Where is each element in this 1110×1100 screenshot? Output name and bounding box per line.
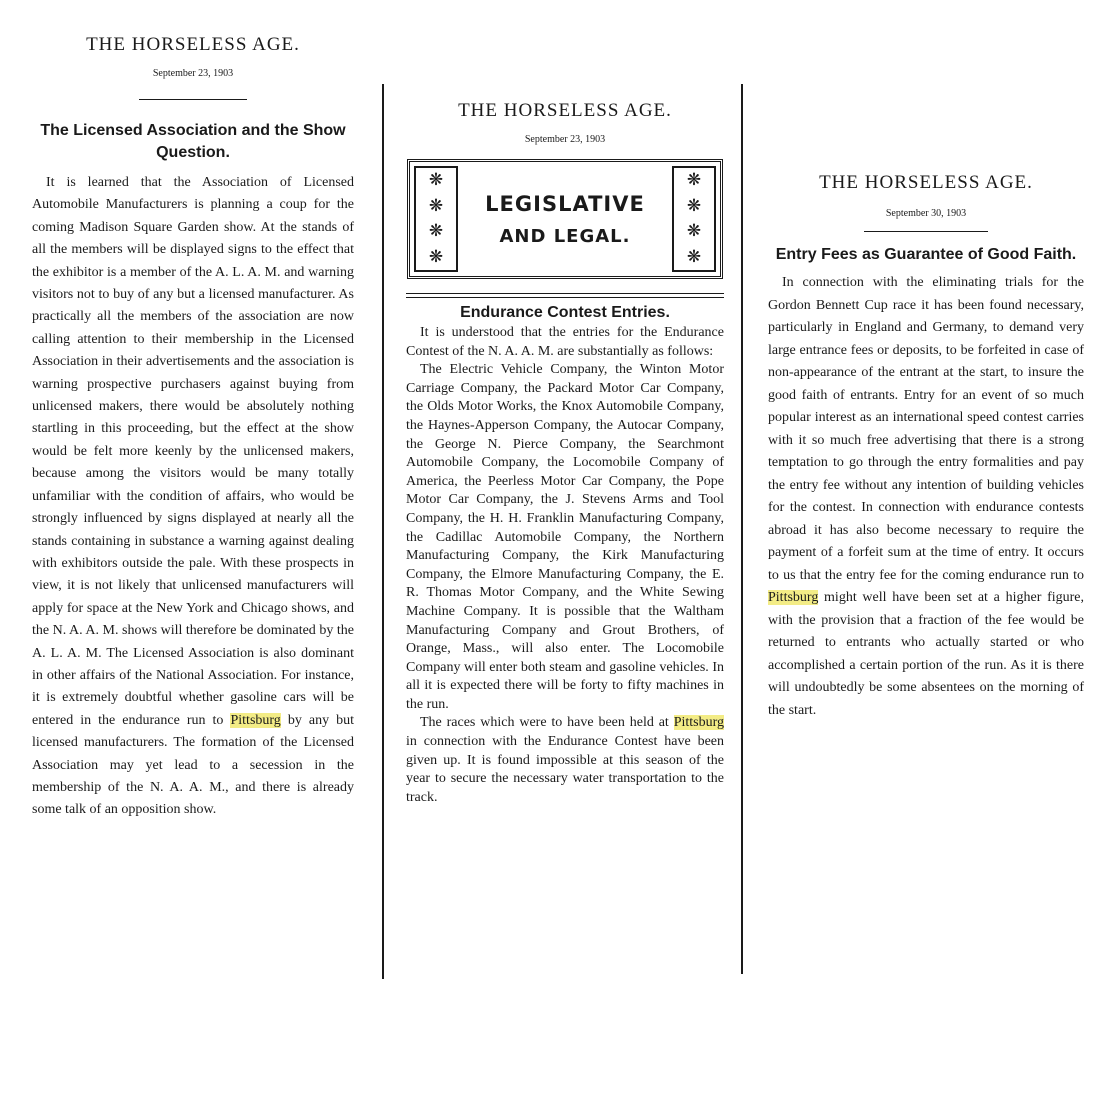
article-body (32, 172, 354, 822)
body-text: might well have been set at a higher figure, with the provision that a fraction of the fee would be returned to entrants who actually started or who accomplished a certain portion of the run. As it is there will undoubtedly be some absentees on the morning of the start. (768, 590, 1085, 718)
body-text: The races which were to have been held at (420, 715, 669, 731)
masthead: THE HORSELESS AGE. (458, 100, 672, 121)
ornament-icon: ❋ (428, 221, 444, 242)
section-title (485, 192, 645, 247)
article-headline: The Licensed Association and the Show Question. (40, 122, 346, 161)
article-column-1 (32, 34, 354, 822)
ornament-icon: ❋ (428, 170, 444, 191)
column-divider-left (382, 84, 384, 979)
divider-rule (864, 231, 988, 232)
masthead: THE HORSELESS AGE. (819, 172, 1033, 193)
article-body (768, 272, 1084, 722)
body-text: in connection with the Endurance Contest have been given up. It is found impossible at this season of the year to secure the necessary water transportation to the track. (406, 734, 724, 805)
divider-rule (406, 293, 724, 298)
section-title-line: AND LEGAL. (499, 225, 631, 247)
section-title-line: LEGISLATIVE (485, 191, 645, 216)
ornament-icon: ❋ (686, 221, 702, 242)
issue-date: September 30, 1903 (885, 208, 967, 219)
article-headline: Endurance Contest Entries. (460, 304, 670, 321)
ornament-icon: ❋ (686, 246, 702, 267)
issue-date: September 23, 1903 (524, 134, 606, 145)
ornament-left (414, 166, 458, 272)
section-banner (407, 159, 723, 279)
paragraph: The Electric Vehicle Company, the Winton Motor Carriage Company, the Packard Motor Car Company, the Olds Motor Works, the Knox Automobile Company, the Haynes-Apperson Company, the Autocar Company, the George N. Pierce Company, the Searchmont Automobile Company, the Locomobile Company of America, the Peerless Motor Car Company, the Pope Motor Car Company, the J. Stevens Arms and Tool Company, the H. H. Franklin Manufacturing Company, the Cadillac Automobile Company, the Northern Manufacturing Company, the Kirk Manufacturing Company, the Elmore Manufacturing Company, the E. R. Thomas Motor Company, and the White Sewing Machine Company. It is possible that the Waltham Manufacturing Company and Grout Brothers, of Orange, Mass., will also enter. The Locomobile Company will enter both steam and gasoline vehicles. In all it is expected there will be forty to fifty machines in the run. (406, 362, 724, 712)
article-column-2 (406, 100, 724, 807)
body-text: It is learned that the Association of Licensed Automobile Manufacturers is planning a coup for the coming Madison Square Garden show. At the stands of all the members will be displayed signs to the effect that the exhibitor is a member of the A. L. A. M. and warning visitors not to buy of any but a licensed manufacturer. As practically all the members of the association are now calling attention to their membership in the Licensed Association in their advertisements and the association is warning prospective purchasers against buying from unlicensed makers, there would be absolutely nothing startling in this proceeding, but the effect at the show would be felt more keenly by the unlicensed makers, because among the visitors would be many totally unfamiliar with the condition of affairs, who would be strongly influenced by signs displayed at nearly all the stands containing in substance a warning against dealing with exhibitors outside the pale. With these prospects in view, it is not likely that unlicensed manufacturers will apply for space at the New York and Chicago shows, and the N. A. A. M. shows will therefore be dominated by the A. L. A. M. The Licensed Association is also dominant in other affairs of the National Association. For instance, it is extremely doubtful whether gasoline cars will be entered in the endurance run to (32, 175, 354, 728)
article-body (406, 324, 724, 807)
article-column-3 (768, 172, 1084, 722)
body-text: by any but licensed manufacturers. The formation of the Licensed Association may yet lead to a secession in the membership of the N. A. A. M., and there is already some talk of an opposition show. (32, 712, 355, 818)
ornament-icon: ❋ (428, 246, 444, 267)
column-divider-right (741, 84, 743, 974)
highlighted-term: Pittsburg (673, 715, 725, 731)
highlighted-term: Pittsburg (768, 590, 819, 605)
ornament-right (672, 166, 716, 272)
body-text: In connection with the eliminating trials for the Gordon Bennett Cup race it has been found necessary, particularly in England and Germany, to demand very large entrance fees or deposits, to be forfeited in case of non-appearance of the entrant at the start, to insure the good faith of entrants. Entry for an event of so much popular interest as an international speed contest carries with it so much free advertising that there is a strong temptation to go through the entry formalities and pay the entry fee without any intention of building vehicles for the contest. In connection with endurance contests abroad it has also become necessary to require the payment of a forfeit sum at the time of entry. It occurs to us that the entry fee for the coming endurance run to (768, 275, 1084, 583)
paragraph: It is understood that the entries for the Endurance Contest of the N. A. A. M. are substantially as follows: (406, 325, 724, 359)
highlighted-term: Pittsburg (230, 712, 281, 728)
ornament-icon: ❋ (428, 195, 444, 216)
ornament-icon: ❋ (686, 195, 702, 216)
ornament-icon: ❋ (686, 170, 702, 191)
issue-date: September 23, 1903 (152, 68, 234, 79)
masthead: THE HORSELESS AGE. (86, 34, 300, 55)
article-headline: Entry Fees as Guarantee of Good Faith. (775, 246, 1077, 263)
divider-rule (139, 99, 247, 100)
